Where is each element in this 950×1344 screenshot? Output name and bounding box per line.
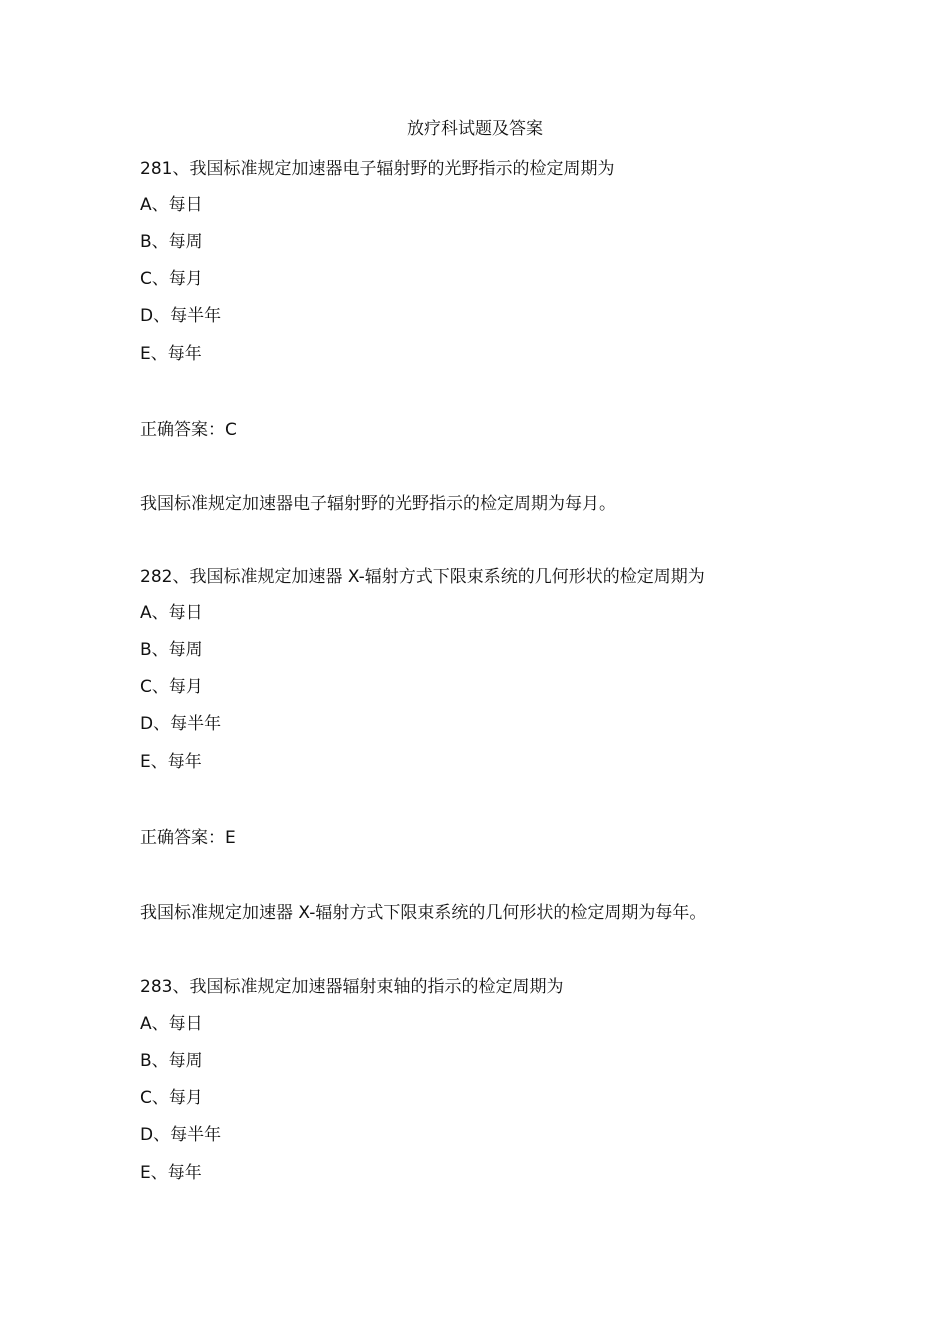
answer-explanation: 我国标准规定加速器 X-辐射方式下限束系统的几何形状的检定周期为每年。 [140,903,707,923]
option-a: A、每日 [140,195,203,215]
correct-answer: 正确答案：E [140,828,236,848]
option-e: E、每年 [140,1163,202,1183]
option-b: B、每周 [140,640,203,660]
option-d: D、每半年 [140,306,222,326]
answer-explanation: 我国标准规定加速器电子辐射野的光野指示的检定周期为每月。 [140,494,616,514]
question-stem: 282、我国标准规定加速器 X-辐射方式下限束系统的几何形状的检定周期为 [140,567,705,587]
option-e: E、每年 [140,344,202,364]
option-c: C、每月 [140,677,203,697]
option-a: A、每日 [140,603,203,623]
option-a: A、每日 [140,1014,203,1034]
document-title: 放疗科试题及答案 [407,119,543,139]
option-b: B、每周 [140,1051,203,1071]
option-b: B、每周 [140,232,203,252]
option-c: C、每月 [140,269,203,289]
option-d: D、每半年 [140,714,222,734]
correct-answer: 正确答案：C [140,420,237,440]
question-stem: 281、我国标准规定加速器电子辐射野的光野指示的检定周期为 [140,159,615,179]
question-stem: 283、我国标准规定加速器辐射束轴的指示的检定周期为 [140,977,564,997]
option-c: C、每月 [140,1088,203,1108]
option-d: D、每半年 [140,1125,222,1145]
option-e: E、每年 [140,752,202,772]
